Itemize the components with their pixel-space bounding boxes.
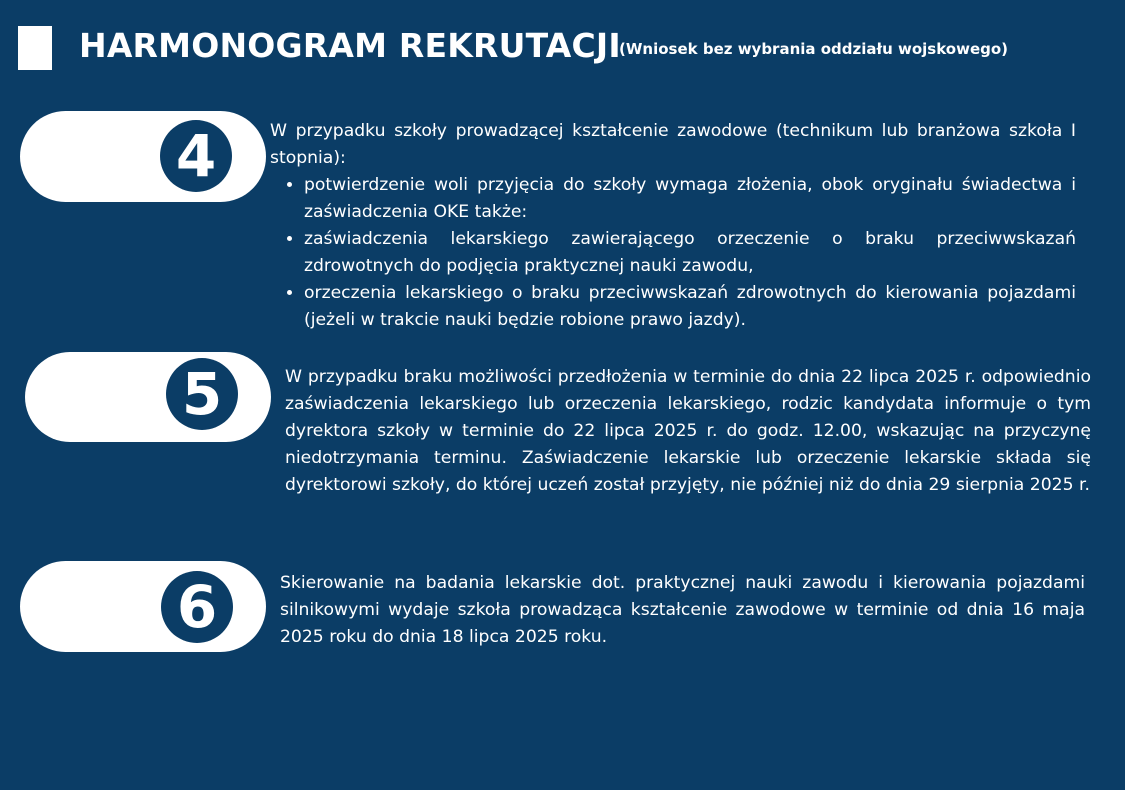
step-4-number: 4 — [160, 120, 232, 192]
step-4-bullet: • zaświadczenia lekarskiego zawierającego orzeczenie o braku przeciwwskazań zdrowotnych do podjęcia praktycznej nauki zawodu, — [304, 226, 1076, 280]
step-5-number: 5 — [166, 358, 238, 430]
step-4-intro: W przypadku szkoły prowadzącej kształcenie zawodowe (technikum lub branżowa szkoła I stopnia): — [270, 121, 1076, 168]
step-6-number: 6 — [161, 571, 233, 643]
step-4-bullet: • orzeczenia lekarskiego o braku przeciwwskazań zdrowotnych do kierowania pojazdami (jeżeli w trakcie nauki będzie robione prawo jazdy). — [304, 280, 1076, 334]
step-4-bullet: • potwierdzenie woli przyjęcia do szkoły wymaga złożenia, obok oryginału świadectwa i zaświadczenia OKE także: — [304, 172, 1076, 226]
page-subtitle: (Wniosek bez wybrania oddziału wojskowego) — [619, 40, 1009, 58]
step-4-text — [270, 118, 1076, 334]
header-accent-block — [18, 26, 52, 70]
page-title: HARMONOGRAM REKRUTACJI — [79, 26, 621, 65]
step-5-text: W przypadku braku możliwości przedłożenia w terminie do dnia 22 lipca 2025 r. odpowiednio zaświadczenia lekarskiego lub orzeczenia lekarskiego, rodzic kandydata informuje o tym dyrektora szkoły w terminie do 22 lipca 2025 r. do godz. 12.00, wskazując na przyczynę niedotrzymania terminu. Zaświadczenie lekarskie lub orzeczenie lekarskie składa się dyrektorowi szkoły, do której uczeń został przyjęty, nie później niż do dnia 29 sierpnia 2025 r. — [285, 367, 1091, 495]
step-4-bullet-list — [270, 172, 1076, 334]
step-6-text: Skierowanie na badania lekarskie dot. praktycznej nauki zawodu i kierowania pojazdami silnikowymi wydaje szkoła prowadząca kształcenie zawodowe w terminie od dnia 16 maja 2025 roku do dnia 18 lipca 2025 roku. — [280, 573, 1085, 647]
